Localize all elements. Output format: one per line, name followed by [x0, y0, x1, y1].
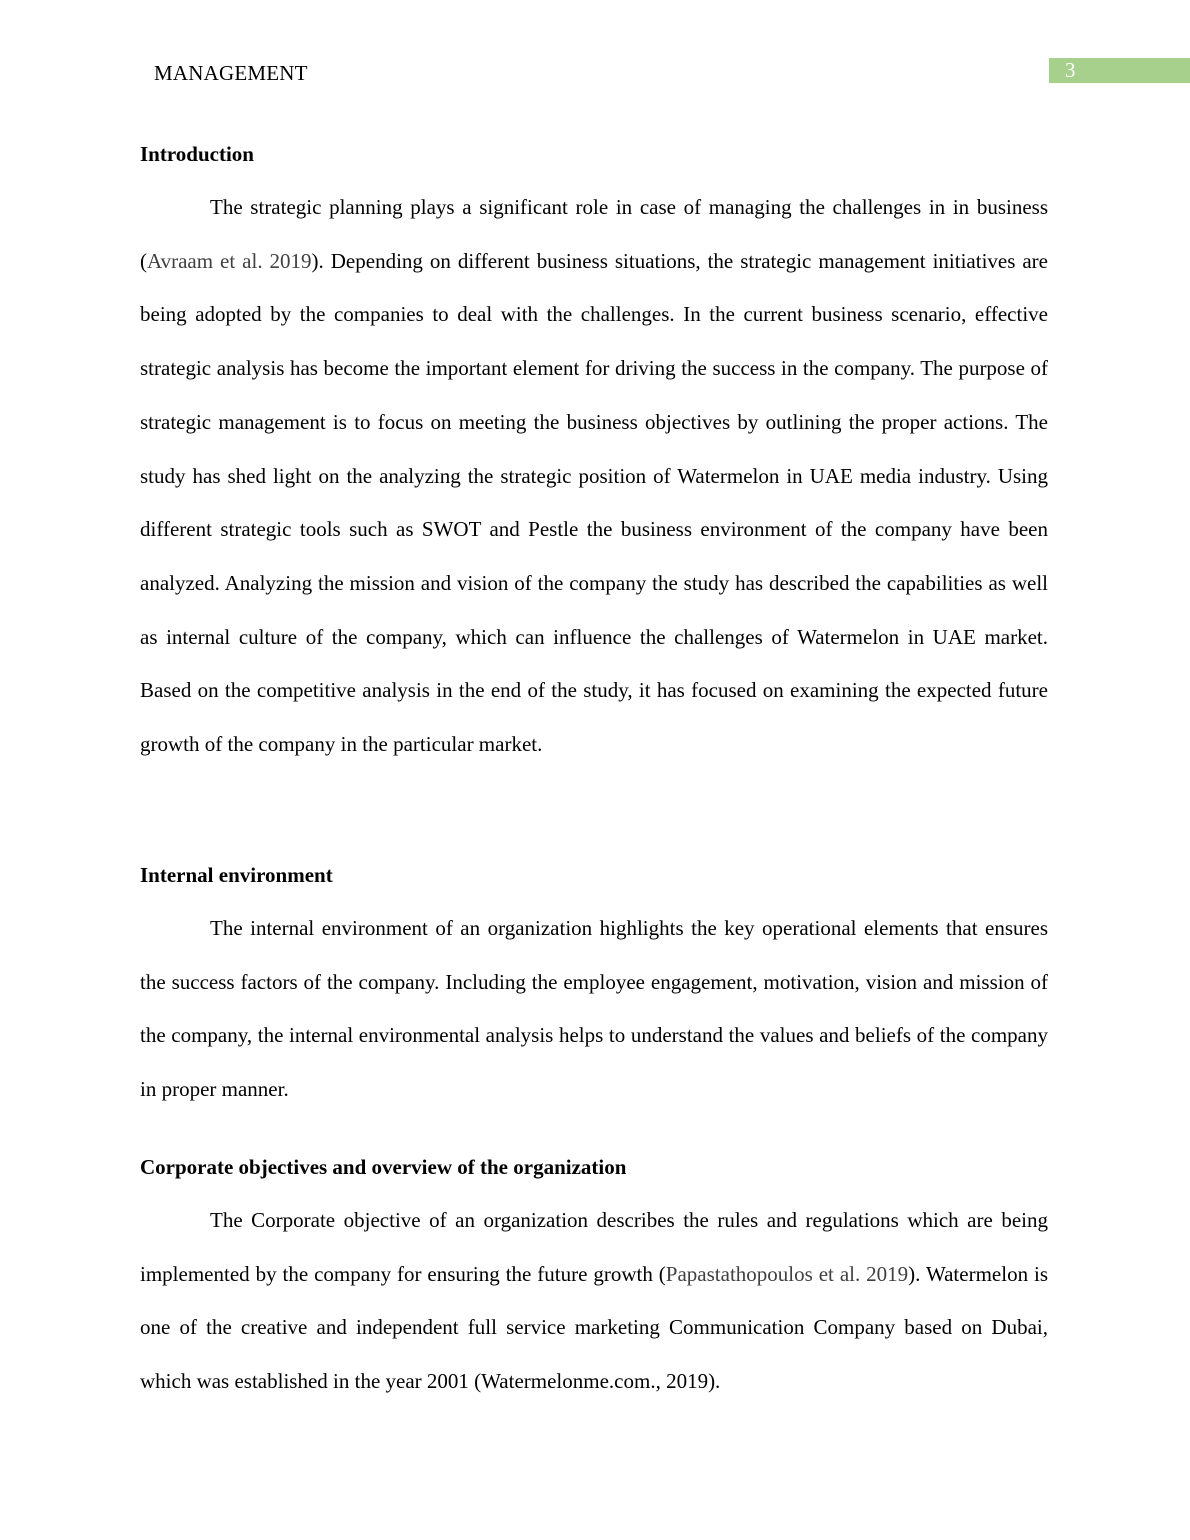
paragraph-text: The Corporate objective of an organization describes the rules and regulations which are being implemented by the company for ensuring the future growth ( — [140, 1208, 1048, 1286]
section-internal-environment-body — [140, 902, 1048, 1117]
section-introduction-body — [140, 181, 1048, 772]
page-number-bar — [1049, 58, 1190, 83]
paragraph-internal-environment: The internal environment of an organization highlights the key operational elements that ensures the success factors of the company. Including the employee engagement, motivation, vision and mission of the company, the internal environmental analysis helps to understand the values and beliefs of the company in proper manner. — [140, 916, 1048, 1102]
citation: Papastathopoulos et al. 2019 — [665, 1261, 909, 1286]
page-number: 3 — [1065, 58, 1076, 82]
paragraph-text: The strategic planning plays a significant role in case of managing the challenges in in business ( — [140, 195, 1048, 273]
running-head: MANAGEMENT — [154, 61, 308, 85]
paragraph-text: ). Depending on different business situations, the strategic management initiatives are being adopted by the companies to deal with the challenges. In the current business scenario, effective strategic analysis has become the important element for driving the success in the company. The purpose of strategic management is to focus on meeting the business objectives by outlining the proper actions. The study has shed light on the analyzing the strategic position of Watermelon in UAE media industry. Using different strategic tools such as SWOT and Pestle the business environment of the company have been analyzed. Analyzing the mission and vision of the company the study has described the capabilities as well as internal culture of the company, which can influence the challenges of Watermelon in UAE market. Based on the competitive analysis in the end of the study, it has focused on examining the expected future growth of the company in the particular market. — [140, 248, 1048, 757]
paragraph-corporate-objectives — [140, 1194, 1048, 1409]
paragraph-introduction — [140, 181, 1048, 772]
heading-introduction: Introduction — [140, 142, 254, 166]
paragraph-text: ). Watermelon is one of the creative and independent full service marketing Communication Company based on Dubai, which was established in the year 2001 (Watermelonme.com., 2019). — [140, 1261, 1049, 1394]
citation: Avraam et al. 2019 — [147, 248, 312, 273]
section-corporate-objectives-body — [140, 1194, 1048, 1409]
heading-corporate-objectives: Corporate objectives and overview of the organization — [140, 1155, 627, 1179]
heading-internal-environment: Internal environment — [140, 863, 333, 887]
